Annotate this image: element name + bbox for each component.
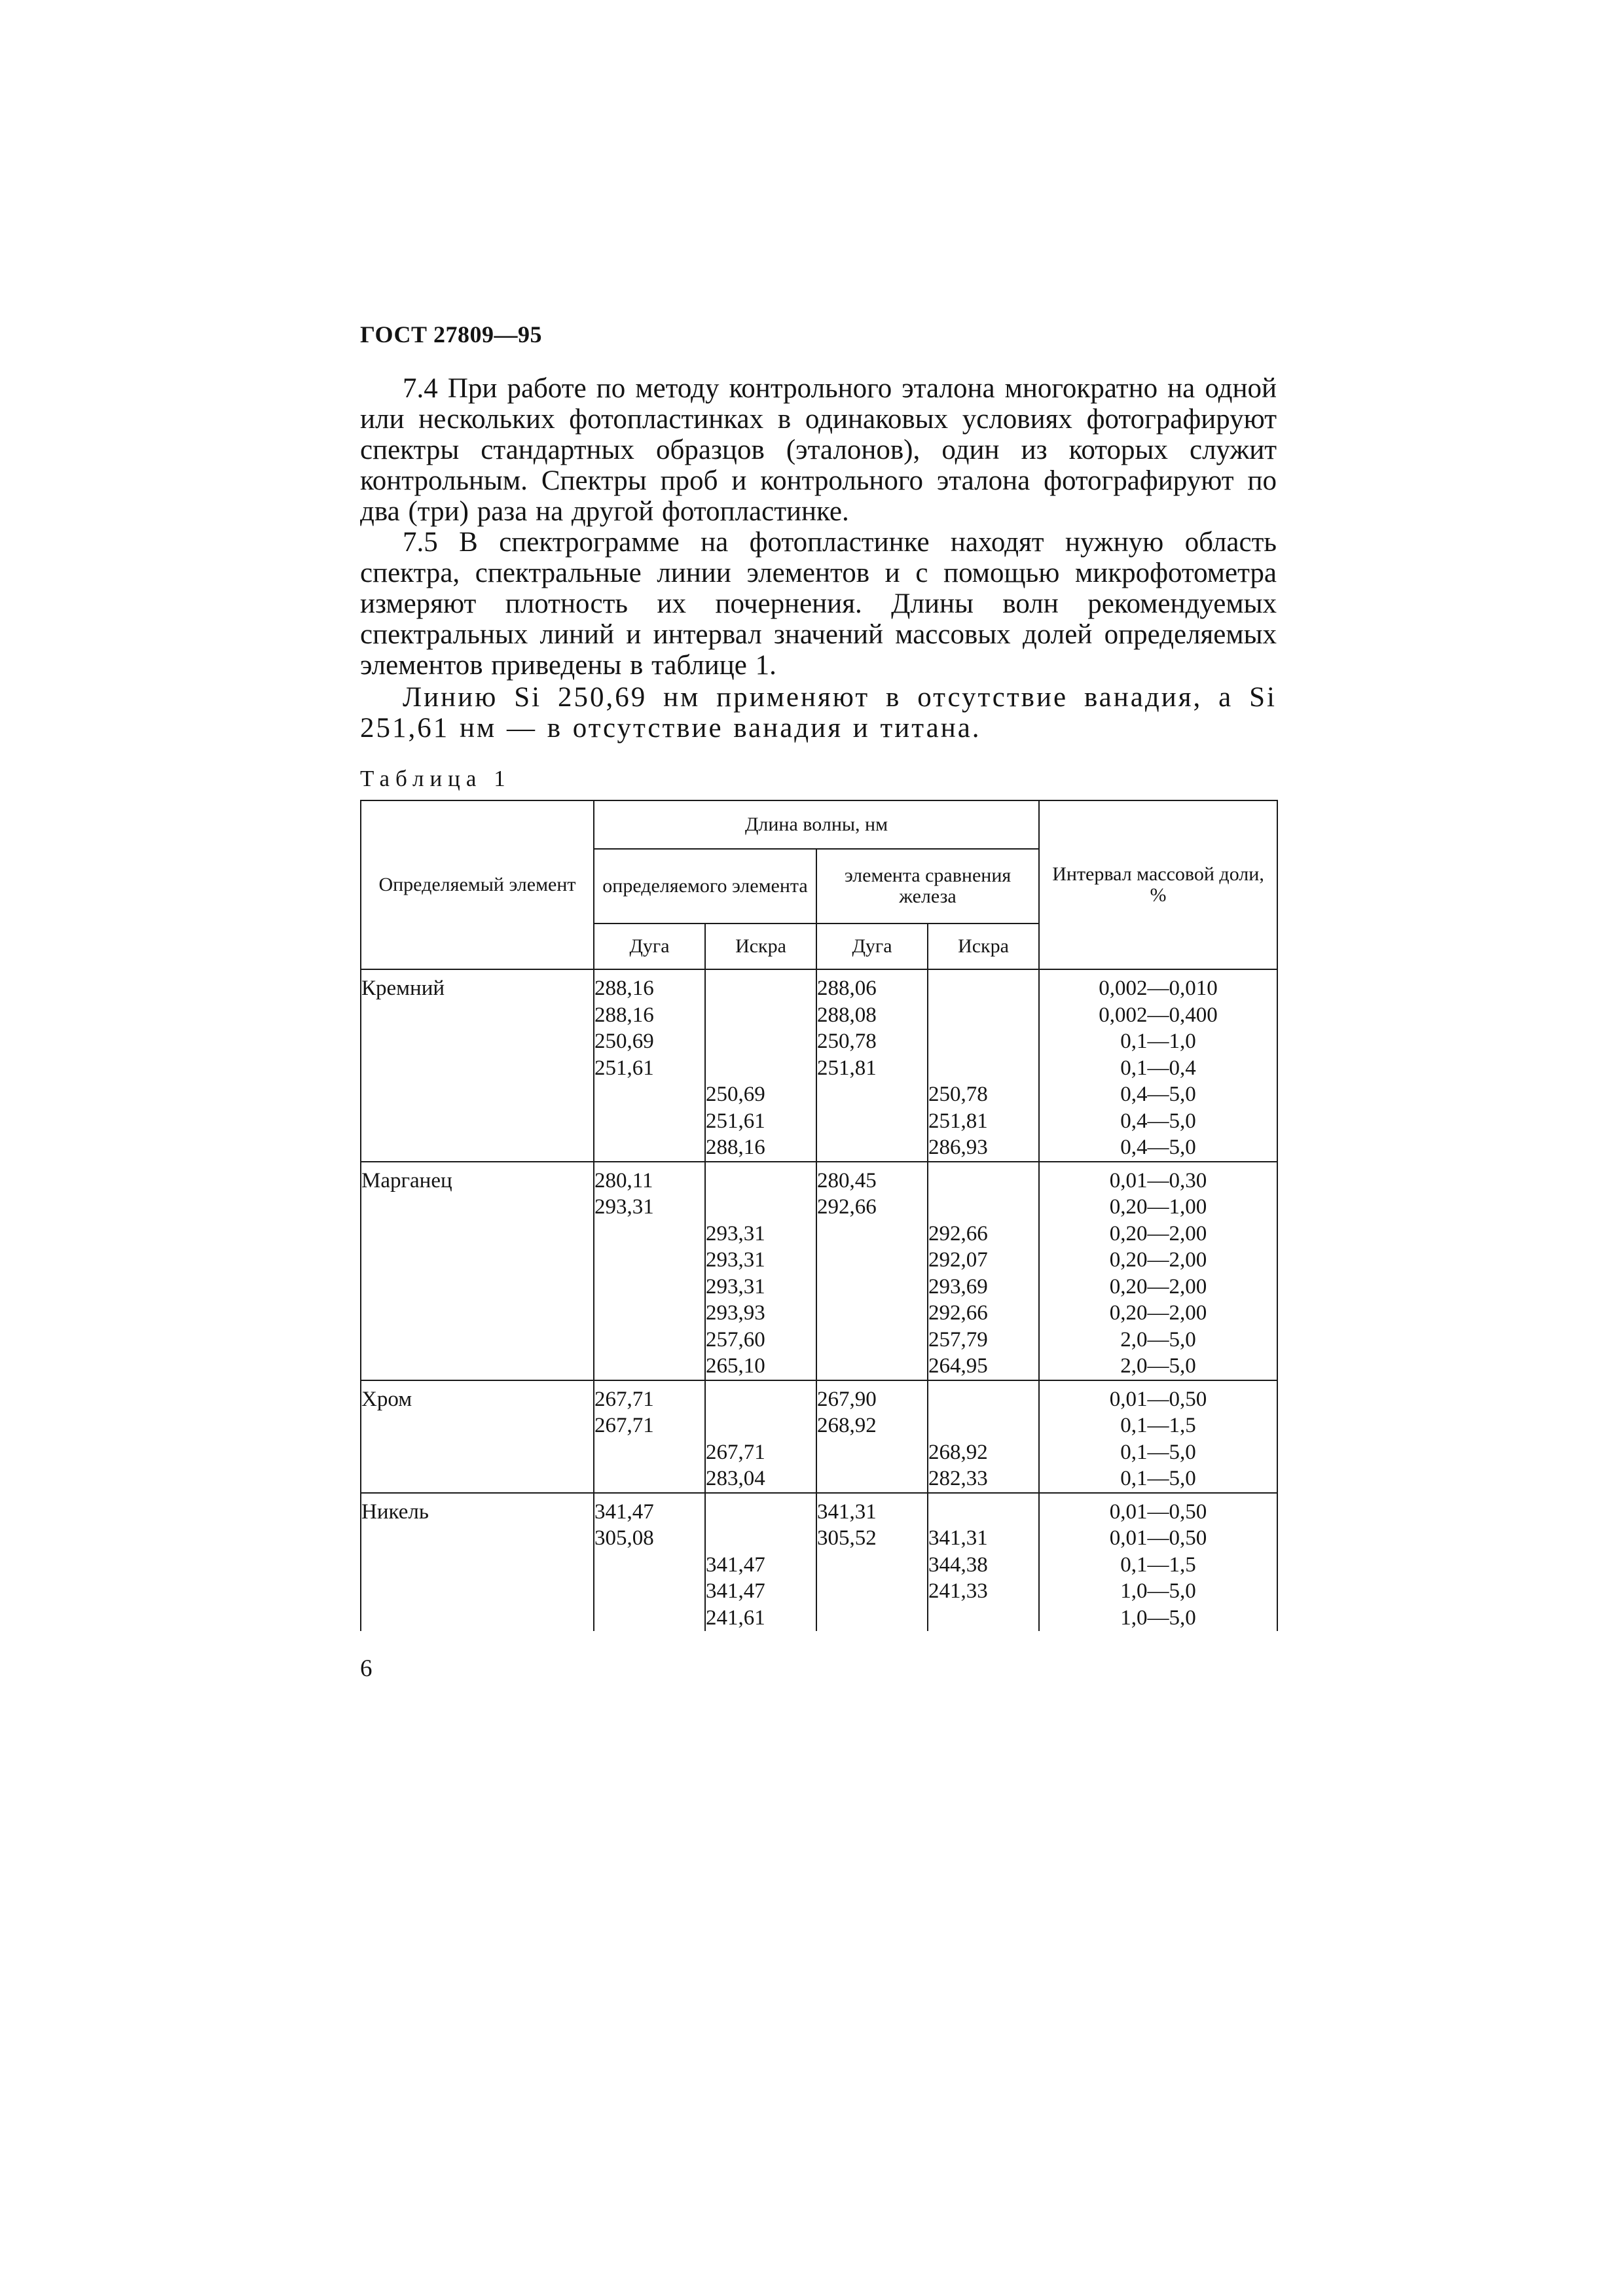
cell-value: 283,04 — [706, 1467, 765, 1490]
cell-value — [817, 1247, 927, 1274]
cell-value: 292,66 — [817, 1195, 877, 1219]
cell-value: 250,69 — [706, 1083, 765, 1106]
spectral-lines-table — [360, 800, 1278, 1631]
cell-value — [706, 1412, 816, 1439]
cell-value: 305,52 — [817, 1526, 877, 1550]
table-body — [361, 969, 1277, 1631]
cell-value — [706, 1194, 816, 1221]
cell-value — [817, 1274, 927, 1300]
cell-value: 250,78 — [928, 1083, 988, 1106]
document-page — [360, 321, 1277, 1683]
cell-value: 0,1—1,0 — [1120, 1030, 1196, 1053]
cell-value: 0,01—0,30 — [1109, 1168, 1207, 1193]
paragraph-7-5: 7.5 В спектрограмме на фотопластинке находят нужную область спектра, спектральные линии элементов и с помощью микрофотометра измеряют плотность их почернения. Длины волн рекомендуемых спектральных линий и интервал значений массовых долей определяемых элементов приведены в таблице 1. — [360, 527, 1277, 681]
cell-value: 280,45 — [817, 1168, 877, 1193]
table-row — [361, 1162, 1277, 1380]
interval-values — [1039, 1162, 1277, 1380]
cell-value: 0,1—5,0 — [1120, 1467, 1196, 1490]
cell-value: 251,81 — [928, 1109, 988, 1133]
det-arc-values — [594, 1162, 705, 1380]
cell-value — [928, 1168, 1038, 1194]
element-label: Никель — [361, 1499, 429, 1524]
cell-value: 241,33 — [928, 1579, 988, 1603]
cell-value: 0,01—0,50 — [1109, 1526, 1207, 1550]
cell-value — [928, 1055, 1038, 1082]
cell-value: 0,01—0,50 — [1109, 1499, 1207, 1524]
cell-value — [928, 1194, 1038, 1221]
cell-value: 288,08 — [817, 1003, 877, 1027]
cell-value: 268,92 — [928, 1440, 988, 1464]
cell-value — [706, 975, 816, 1002]
header-det-arc: Дуга — [594, 924, 705, 969]
cell-value: 241,61 — [706, 1605, 765, 1630]
cell-value — [817, 1327, 927, 1354]
cell-value — [594, 1439, 704, 1466]
cell-value: 268,92 — [817, 1414, 877, 1437]
element-name — [361, 1162, 594, 1380]
cell-value: 250,78 — [817, 1030, 877, 1053]
cell-value: 0,4—5,0 — [1120, 1109, 1196, 1133]
cell-value — [706, 1002, 816, 1029]
cell-value: 292,66 — [928, 1301, 988, 1325]
cmp-arc-values — [816, 1380, 928, 1493]
element-label: Марганец — [361, 1168, 452, 1193]
table-row — [361, 1493, 1277, 1632]
cell-value: 0,002—0,010 — [1099, 977, 1218, 1000]
header-det-spark: Искра — [705, 924, 816, 969]
cell-value — [817, 1605, 927, 1632]
cell-value — [594, 1552, 704, 1579]
cell-value: 341,47 — [706, 1552, 765, 1577]
paragraph-7-4: 7.4 При работе по методу контрольного эталона многократно на одной или нескольких фотопластинках в одинаковых условиях фотографируют спектры стандартных образцов (эталонов), один из которых служит контрольным. Спектры проб и контрольного эталона фотографируют по два (три) раза на другой фотопластинке. — [360, 373, 1277, 527]
cell-value — [594, 1605, 704, 1632]
cell-value: 293,31 — [594, 1195, 654, 1219]
header-cmp-spark: Искра — [928, 924, 1039, 969]
cell-value: 267,71 — [594, 1387, 654, 1411]
cell-value: 0,01—0,50 — [1109, 1387, 1207, 1411]
cell-value: 0,1—1,5 — [1120, 1414, 1196, 1437]
cell-value — [594, 1108, 704, 1135]
cell-value: 292,07 — [928, 1248, 988, 1272]
cell-value: 293,69 — [928, 1274, 988, 1299]
cell-value: 341,31 — [817, 1499, 877, 1524]
cell-value — [928, 1499, 1038, 1526]
cell-value: 280,11 — [594, 1168, 653, 1193]
cell-value — [928, 1605, 1038, 1632]
cmp-spark-values — [928, 1162, 1039, 1380]
cell-value: 288,16 — [706, 1136, 765, 1159]
cell-value — [594, 1247, 704, 1274]
cell-value: 293,31 — [706, 1248, 765, 1272]
header-wavelength: Длина волны, нм — [594, 800, 1039, 849]
interval-values — [1039, 1380, 1277, 1493]
det-spark-values — [705, 1493, 816, 1632]
cell-value: 0,1—0,4 — [1120, 1056, 1196, 1080]
cell-value: 292,66 — [928, 1221, 988, 1246]
table-row — [361, 1380, 1277, 1493]
header-cmp-arc: Дуга — [816, 924, 928, 969]
cell-value: 265,10 — [706, 1354, 765, 1378]
cell-value — [594, 1465, 704, 1492]
cell-value: 288,16 — [594, 977, 654, 1000]
cell-value — [594, 1327, 704, 1354]
cell-value: 2,0—5,0 — [1120, 1354, 1196, 1378]
interval-values — [1039, 1493, 1277, 1632]
paragraph-si-note: Линию Si 250,69 нм применяют в отсутствие ванадия, а Si 251,61 нм — в отсутствие ванадия и титана. — [360, 682, 1277, 744]
document-header: ГОСТ 27809—95 — [360, 321, 542, 348]
cell-value: 0,002—0,400 — [1099, 1003, 1218, 1027]
cmp-spark-values — [928, 969, 1039, 1162]
cell-value: 282,33 — [928, 1467, 988, 1490]
cell-value — [928, 975, 1038, 1002]
page-number: 6 — [360, 1655, 373, 1682]
cell-value: 264,95 — [928, 1354, 988, 1378]
cell-value: 288,06 — [817, 977, 877, 1000]
cell-value — [817, 1552, 927, 1579]
header-comparison-element: элемента сравнения железа — [816, 849, 1039, 924]
cell-value — [594, 1274, 704, 1300]
cmp-arc-values — [816, 1162, 928, 1380]
cell-value — [817, 1134, 927, 1161]
cell-value: 267,90 — [817, 1387, 877, 1411]
cell-value: 286,93 — [928, 1136, 988, 1159]
det-arc-values — [594, 1380, 705, 1493]
cell-value: 1,0—5,0 — [1120, 1605, 1196, 1630]
cell-value — [817, 1081, 927, 1108]
cell-value: 2,0—5,0 — [1120, 1327, 1196, 1352]
det-arc-values — [594, 1493, 705, 1632]
cell-value: 0,1—1,5 — [1120, 1552, 1196, 1577]
det-spark-values — [705, 1162, 816, 1380]
interval-values — [1039, 969, 1277, 1162]
cell-value — [817, 1108, 927, 1135]
cell-value — [706, 1499, 816, 1526]
cell-value: 344,38 — [928, 1552, 988, 1577]
cell-value: 0,4—5,0 — [1120, 1136, 1196, 1159]
cell-value — [594, 1134, 704, 1161]
cell-value: 0,20—2,00 — [1109, 1301, 1207, 1325]
cell-value: 0,4—5,0 — [1120, 1083, 1196, 1106]
header-interval: Интервал массовой доли, % — [1039, 800, 1277, 969]
cell-value: 341,31 — [928, 1526, 988, 1550]
cell-value — [594, 1300, 704, 1327]
cmp-arc-values — [816, 1493, 928, 1632]
cell-value — [817, 1353, 927, 1380]
det-spark-values — [705, 1380, 816, 1493]
cell-value: 293,93 — [706, 1301, 765, 1325]
cell-value — [928, 1412, 1038, 1439]
cell-value — [817, 1221, 927, 1247]
element-name — [361, 969, 594, 1162]
cell-value: 341,47 — [706, 1579, 765, 1603]
header-determined-element: определяемого элемента — [594, 849, 816, 924]
table-row — [361, 969, 1277, 1162]
cell-value — [706, 1525, 816, 1552]
cell-value: 267,71 — [594, 1414, 654, 1437]
element-label: Хром — [361, 1387, 412, 1411]
cell-value: 293,31 — [706, 1274, 765, 1299]
cell-value — [594, 1221, 704, 1247]
cell-value — [928, 1002, 1038, 1029]
cell-value: 251,81 — [817, 1056, 877, 1080]
cell-value: 267,71 — [706, 1440, 765, 1464]
table-caption: Таблица 1 — [360, 766, 511, 791]
element-name — [361, 1493, 594, 1632]
cell-value: 1,0—5,0 — [1120, 1579, 1196, 1603]
cell-value: 0,20—2,00 — [1109, 1221, 1207, 1246]
cell-value: 0,20—2,00 — [1109, 1274, 1207, 1299]
cell-value — [594, 1353, 704, 1380]
cell-value — [817, 1300, 927, 1327]
cell-value — [706, 1168, 816, 1194]
cell-value — [928, 1386, 1038, 1413]
cell-value: 257,79 — [928, 1327, 988, 1352]
cell-value: 0,20—2,00 — [1109, 1248, 1207, 1272]
cell-value — [817, 1439, 927, 1466]
cell-value — [594, 1081, 704, 1108]
det-arc-values — [594, 969, 705, 1162]
cell-value — [706, 1386, 816, 1413]
cell-value: 305,08 — [594, 1526, 654, 1550]
cell-value: 293,31 — [706, 1221, 765, 1246]
cmp-spark-values — [928, 1380, 1039, 1493]
cell-value: 0,20—1,00 — [1109, 1195, 1207, 1219]
cmp-spark-values — [928, 1493, 1039, 1632]
cell-value: 288,16 — [594, 1003, 654, 1027]
cell-value: 0,1—5,0 — [1120, 1440, 1196, 1464]
element-name — [361, 1380, 594, 1493]
det-spark-values — [705, 969, 816, 1162]
cell-value: 251,61 — [706, 1109, 765, 1133]
cell-value: 257,60 — [706, 1327, 765, 1352]
cell-value — [594, 1578, 704, 1605]
cmp-arc-values — [816, 969, 928, 1162]
cell-value — [706, 1028, 816, 1055]
cell-value — [928, 1028, 1038, 1055]
cell-value — [817, 1465, 927, 1492]
cell-value: 341,47 — [594, 1499, 654, 1524]
header-element: Определяемый элемент — [361, 800, 594, 969]
cell-value — [817, 1578, 927, 1605]
cell-value — [706, 1055, 816, 1082]
cell-value: 251,61 — [594, 1056, 654, 1080]
element-label: Кремний — [361, 977, 445, 1000]
cell-value: 250,69 — [594, 1030, 654, 1053]
